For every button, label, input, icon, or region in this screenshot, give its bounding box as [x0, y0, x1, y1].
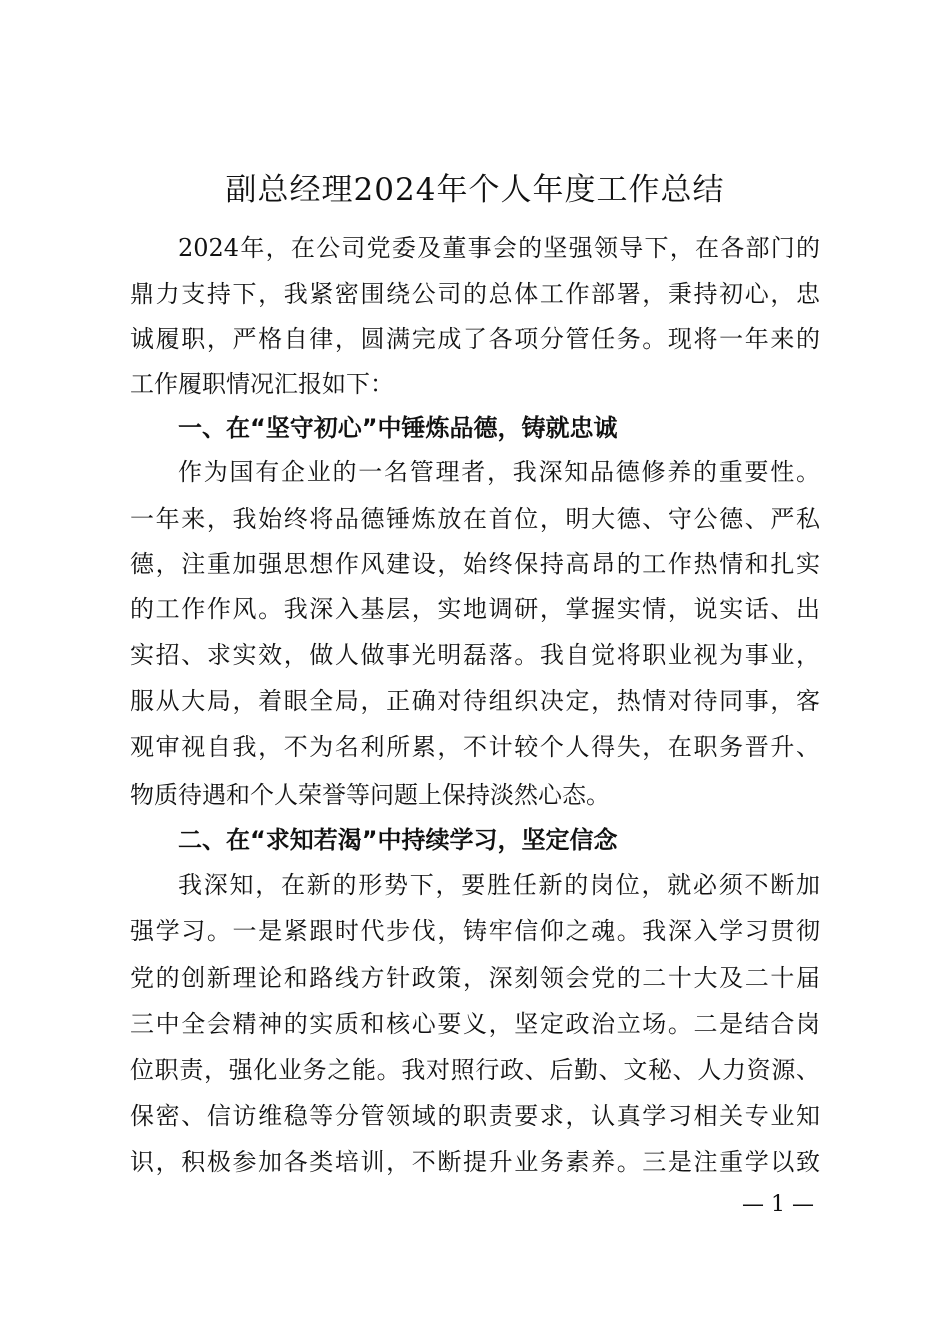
paragraph-line: 我深知，在新的形势下，要胜任新的岗位，就必须不断加 — [178, 871, 820, 899]
paragraph-line: 强学习。一是紧跟时代步伐，铸牢信仰之魂。我深入学习贯彻 — [130, 917, 820, 945]
page-number: — 1 — — [742, 1192, 814, 1217]
section-heading: 二、在“求知若渴”中持续学习，坚定信念 — [178, 826, 618, 854]
section-heading: 一、在“坚守初心”中锤炼品德，铸就忠诚 — [178, 414, 618, 442]
paragraph-line: 物质待遇和个人荣誉等问题上保持淡然心态。 — [130, 781, 610, 809]
paragraph-line: 的工作作风。我深入基层，实地调研，掌握实情，说实话、出 — [130, 595, 820, 623]
paragraph-line: 鼎力支持下，我紧密围绕公司的总体工作部署，秉持初心，忠 — [130, 280, 820, 308]
paragraph-line: 工作履职情况汇报如下： — [130, 370, 394, 398]
paragraph-line: 保密、信访维稳等分管领域的职责要求，认真学习相关专业知 — [130, 1102, 820, 1130]
paragraph-line: 识，积极参加各类培训，不断提升业务素养。三是注重学以致 — [130, 1148, 820, 1176]
paragraph-line: 一年来，我始终将品德锤炼放在首位，明大德、守公德、严私 — [130, 505, 820, 533]
paragraph-line: 三中全会精神的实质和核心要义，坚定政治立场。二是结合岗 — [130, 1010, 820, 1038]
paragraph-line: 党的创新理论和路线方针政策，深刻领会党的二十大及二十届 — [130, 964, 820, 992]
page-title: 副总经理2024年个人年度工作总结 — [225, 172, 725, 208]
paragraph-line: 诚履职，严格自律，圆满完成了各项分管任务。现将一年来的 — [130, 325, 820, 353]
paragraph-line: 德，注重加强思想作风建设，始终保持高昂的工作热情和扎实 — [130, 550, 820, 578]
paragraph-line: 观审视自我，不为名利所累，不计较个人得失，在职务晋升、 — [130, 733, 820, 761]
paragraph-line: 2024年，在公司党委及董事会的坚强领导下，在各部门的 — [178, 234, 820, 262]
paragraph-line: 服从大局，着眼全局，正确对待组织决定，热情对待同事，客 — [130, 687, 820, 715]
paragraph-line: 实招、求实效，做人做事光明磊落。我自觉将职业视为事业， — [130, 641, 820, 669]
paragraph-line: 位职责，强化业务之能。我对照行政、后勤、文秘、人力资源、 — [130, 1056, 820, 1084]
paragraph-line: 作为国有企业的一名管理者，我深知品德修养的重要性。 — [178, 458, 820, 486]
